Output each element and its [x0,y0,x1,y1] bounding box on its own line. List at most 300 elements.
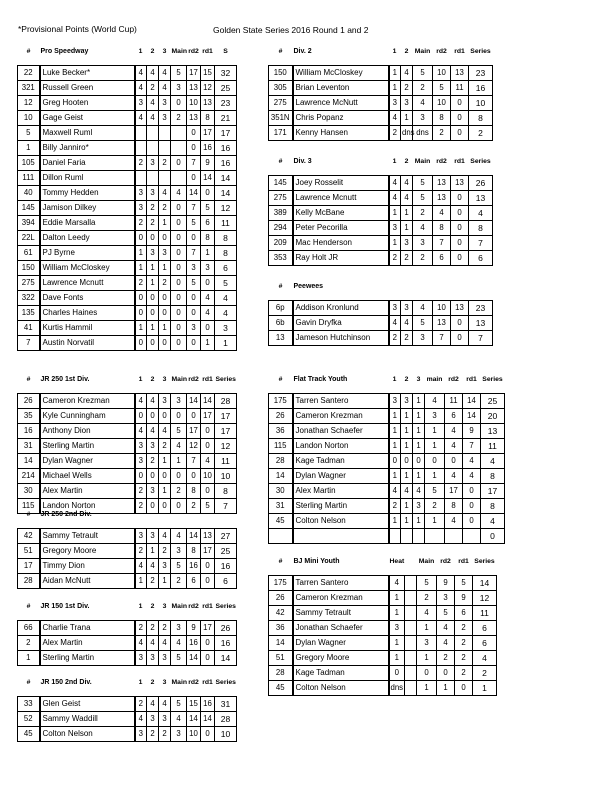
rider-name: Jonathan Schaefer [293,621,389,636]
column-header: Series [215,376,236,383]
table-row [269,126,493,141]
points-cell: 0 [147,291,159,306]
division-title: JR 250 1st Div. [40,376,90,383]
rider-name: Brian Leventon [293,81,389,96]
rider-name: Michael Wells [40,469,135,484]
table-row [269,439,505,454]
points-cell: 2 [135,621,147,636]
points-cell: 17 [201,621,215,636]
points-cell: 0 [417,666,437,681]
points-cell [135,171,147,186]
points-cell: 8 [433,221,451,236]
points-cell: 3 [417,636,437,651]
table-row [18,439,237,454]
series-points: 12 [215,201,237,216]
points-cell: 0 [159,231,171,246]
points-cell: 2 [389,251,401,266]
points-cell: 4 [425,394,445,409]
column-header: 2 [150,603,155,610]
points-cell: 1 [401,424,413,439]
points-cell: 4 [201,306,215,321]
points-cell: 6 [201,216,215,231]
table-header [269,45,493,59]
rider-number: 171 [269,126,293,141]
rider-number: 30 [18,484,40,499]
points-cell: 13 [187,111,201,126]
rider-number: 175 [269,576,293,591]
rider-name: Tarren Santero [293,576,389,591]
points-cell [405,621,417,636]
points-cell: 4 [171,529,187,544]
rider-name: Tarren Santero [293,394,389,409]
points-cell: 8 [445,499,463,514]
table-header [269,555,497,569]
series-points: 4 [481,514,505,529]
points-cell: 1 [425,439,445,454]
rider-name: Dillon Ruml [40,171,135,186]
points-cell: 4 [463,469,481,484]
points-cell: 5 [455,576,473,591]
rider-number: 16 [18,424,40,439]
points-cell: 4 [389,316,401,331]
rider-name: Glen Geist [40,697,135,712]
points-cell: 4 [445,514,463,529]
points-cell: 1 [401,439,413,454]
table-row [269,621,497,636]
points-cell: 1 [159,321,171,336]
points-cell [405,636,417,651]
rider-number: 214 [18,469,40,484]
rider-name: Gavin Dryfka [293,316,389,331]
points-cell: 2 [147,201,159,216]
rider-name: Kenny Hansen [293,126,389,141]
column-header: rd1 [202,603,213,610]
points-cell: 8 [433,111,451,126]
rider-number: 150 [269,66,293,81]
points-cell: 2 [147,216,159,231]
points-cell: 1 [425,424,445,439]
points-cell: 4 [147,111,159,126]
points-cell: 1 [401,469,413,484]
column-header [135,508,147,522]
series-points: 14 [215,171,237,186]
table-row [18,651,237,666]
series-points: 27 [215,529,237,544]
points-cell: 6 [455,606,473,621]
points-cell: 4 [437,636,455,651]
rider-name: Joey Rosselit [293,176,389,191]
table-row [18,141,237,156]
points-cell: 14 [463,409,481,424]
rider-number: 36 [269,424,293,439]
rider-name: Gregory Moore [40,544,135,559]
rider-number: 6p [269,301,293,316]
points-cell: 10 [187,727,201,742]
points-cell: 0 [171,291,187,306]
points-cell: 5 [413,191,433,206]
series-points: 11 [215,216,237,231]
points-cell: 3 [135,651,147,666]
points-cell: 0 [135,469,147,484]
points-cell: 3 [187,261,201,276]
series-points: 6 [469,251,493,266]
points-cell: 0 [451,221,469,236]
table-jr150-2nd [17,676,237,742]
table-row [18,636,237,651]
series-points: 10 [469,96,493,111]
points-cell: 2 [159,727,171,742]
column-header: S [223,48,228,55]
column-header: # [278,48,283,55]
points-cell: 4 [135,81,147,96]
series-points: 1 [215,336,237,351]
rider-name: Lawrence McNutt [293,96,389,111]
column-header: 2 [150,679,155,686]
points-cell: 0 [135,231,147,246]
table-header [269,280,493,294]
points-cell: 0 [171,216,187,231]
points-cell: 2 [389,126,401,141]
rider-number: 275 [269,96,293,111]
table-row [269,66,493,81]
rider-name: Sammy Tetrault [293,606,389,621]
points-cell: 1 [401,514,413,529]
points-cell: 0 [147,409,159,424]
points-cell: 3 [147,651,159,666]
points-cell: dns [413,126,433,141]
column-header: rd2 [436,158,447,165]
table-row [18,621,237,636]
points-cell: 1 [389,591,405,606]
series-points: 12 [473,591,497,606]
series-points: 28 [215,394,237,409]
rider-number: 275 [18,276,40,291]
points-cell [159,126,171,141]
points-cell: 4 [135,111,147,126]
table-header [18,45,237,59]
points-cell: 3 [171,621,187,636]
series-points: 8 [215,231,237,246]
rider-number: 1 [18,651,40,666]
points-cell: 0 [463,514,481,529]
points-cell: 0 [135,336,147,351]
rider-number: 31 [18,439,40,454]
points-cell: 13 [433,191,451,206]
points-cell: 1 [401,409,413,424]
points-cell: 4 [437,621,455,636]
rider-number: 135 [18,306,40,321]
points-cell: 2 [413,81,433,96]
points-cell: 1 [401,221,413,236]
points-cell: 2 [159,544,171,559]
table-row [269,469,505,484]
series-points: 4 [215,291,237,306]
rider-name: Sammy Waddill [40,712,135,727]
points-cell [147,126,159,141]
column-header: 3 [162,603,167,610]
rider-name: William McCloskey [40,261,135,276]
series-points: 6 [215,574,237,589]
column-header: Main [171,679,187,686]
rider-name: Landon Norton [40,499,135,514]
table-row [269,651,497,666]
points-cell: 14 [201,712,215,727]
series-points: 0 [481,529,505,544]
points-cell: 2 [401,331,413,346]
points-cell: 9 [437,576,455,591]
points-cell [425,529,445,544]
column-header: Main [171,48,187,55]
table-row [269,681,497,696]
points-cell: 0 [425,454,445,469]
points-cell: 12 [201,81,215,96]
points-cell: 3 [147,156,159,171]
table-pro-speedway [17,45,237,351]
points-cell: 14 [187,529,201,544]
rider-number: 45 [269,514,293,529]
rider-number: 275 [269,191,293,206]
points-cell: 12 [187,439,201,454]
column-header: Main [418,558,435,565]
series-points: 6 [215,261,237,276]
points-cell: 1 [413,514,425,529]
points-cell: 3 [135,529,147,544]
points-cell: 3 [389,394,401,409]
points-cell: 1 [389,206,401,221]
series-points: 16 [215,156,237,171]
points-cell: 2 [135,544,147,559]
series-points: 10 [215,727,237,742]
points-cell: 2 [147,727,159,742]
points-cell: 0 [451,236,469,251]
table-row [269,636,497,651]
points-cell: 13 [201,529,215,544]
points-cell: 7 [187,201,201,216]
rider-name: Dalton Leedy [40,231,135,246]
column-header [171,508,187,522]
table-row [269,81,493,96]
series-points: 13 [469,316,493,331]
points-cell: 1 [413,439,425,454]
points-cell: 7 [187,156,201,171]
rider-number: 52 [18,712,40,727]
points-cell: 1 [171,454,187,469]
series-points: 4 [473,651,497,666]
rider-number: 105 [18,156,40,171]
rider-number: 17 [18,559,40,574]
points-cell: 8 [187,484,201,499]
points-cell: 4 [389,484,401,499]
points-cell: 5 [171,424,187,439]
rider-name: Cameron Krezman [293,591,389,606]
table-div2 [268,45,493,141]
points-cell: 1 [135,246,147,261]
rider-name: Dave Fonts [40,291,135,306]
points-cell: 16 [201,141,215,156]
column-header: main [426,376,443,383]
series-points: 26 [469,176,493,191]
points-cell: 15 [187,697,201,712]
points-cell: 0 [147,306,159,321]
points-cell: 4 [147,66,159,81]
points-cell: 5 [413,316,433,331]
points-cell: 0 [201,727,215,742]
points-cell: 3 [159,559,171,574]
division-title: BJ Mini Youth [293,558,340,565]
points-cell: 5 [171,559,187,574]
points-cell: 3 [159,246,171,261]
column-header [147,508,159,522]
rider-name: Austin Norvatil [40,336,135,351]
column-header: # [26,603,31,610]
points-cell: 0 [187,171,201,186]
points-cell: 2 [455,636,473,651]
points-cell: 4 [417,606,437,621]
points-cell: 0 [171,409,187,424]
points-cell: 1 [201,336,215,351]
table-row [269,236,493,251]
points-cell: 4 [401,316,413,331]
rider-name: Gage Geist [40,111,135,126]
points-cell: 0 [171,306,187,321]
division-title: Peewees [293,283,324,290]
points-cell: 4 [135,394,147,409]
column-header: 1 [392,158,397,165]
points-cell: 1 [417,681,437,696]
column-header [401,280,413,294]
table-row [18,126,237,141]
points-cell: 4 [171,712,187,727]
rider-name: Mac Henderson [293,236,389,251]
division-title: Div. 2 [293,48,312,55]
points-cell: 0 [187,409,201,424]
points-cell: 1 [159,574,171,589]
table-header [18,373,237,387]
points-cell: 2 [135,156,147,171]
rider-number: 7 [18,336,40,351]
series-points: 6 [473,621,497,636]
table-row [18,574,237,589]
column-header: rd1 [202,376,213,383]
rider-name: Colton Nelson [293,514,389,529]
division-title: Pro Speedway [40,48,89,55]
table-row [18,66,237,81]
points-cell: 2 [135,499,147,514]
points-cell: 17 [201,544,215,559]
points-cell: 1 [389,514,401,529]
column-header [389,280,401,294]
table-row [269,514,505,529]
column-header: 2 [150,376,155,383]
points-cell: 1 [425,469,445,484]
points-cell: 4 [147,636,159,651]
series-points: 10 [215,469,237,484]
points-cell: 7 [433,236,451,251]
series-points: 12 [215,439,237,454]
rider-number: 45 [18,727,40,742]
rider-number: 26 [18,394,40,409]
points-cell: 0 [463,499,481,514]
points-cell: 2 [171,574,187,589]
rider-name: Kage Tadman [293,666,389,681]
rider-number: 42 [18,529,40,544]
rider-name: PJ Byrne [40,246,135,261]
points-cell: 5 [417,576,437,591]
points-cell: 0 [171,246,187,261]
table-row [269,206,493,221]
table-row [18,306,237,321]
series-points: 32 [215,66,237,81]
series-points: 14 [215,651,237,666]
rider-number: 5 [18,126,40,141]
rider-name: Aidan McNutt [40,574,135,589]
column-header: # [278,283,283,290]
points-cell: 17 [445,484,463,499]
rider-number: 351N [269,111,293,126]
points-cell: 3 [413,111,433,126]
points-cell: 0 [201,424,215,439]
series-points: 17 [215,126,237,141]
table-row [18,559,237,574]
table-row [269,316,493,331]
points-cell: 1 [389,469,401,484]
rider-name: Jonathan Schaefer [293,424,389,439]
series-points: 4 [215,306,237,321]
points-cell: 2 [147,621,159,636]
points-cell [405,591,417,606]
points-cell: 3 [159,651,171,666]
points-cell: 0 [171,321,187,336]
table-header [18,508,237,522]
table-jr250-1st [17,373,237,514]
table-row [18,697,237,712]
points-cell: 4 [171,439,187,454]
points-cell: 5 [171,66,187,81]
rider-name: Ray Holt JR [293,251,389,266]
table-row [269,96,493,111]
series-points: 13 [469,191,493,206]
rider-name: Chris Popanz [293,111,389,126]
points-cell: 0 [451,96,469,111]
points-cell: 1 [401,206,413,221]
points-cell: 11 [451,81,469,96]
points-cell: 4 [147,559,159,574]
points-cell: 13 [433,316,451,331]
points-cell: 3 [437,591,455,606]
rider-number: 51 [18,544,40,559]
points-cell: 14 [187,712,201,727]
rider-name: Alex Martin [293,484,389,499]
column-header: rd2 [188,603,199,610]
table-peewees [268,280,493,346]
points-cell: 1 [401,111,413,126]
column-header: rd2 [188,679,199,686]
points-cell: 4 [171,636,187,651]
points-cell [147,141,159,156]
points-cell: 3 [147,712,159,727]
points-cell: 2 [159,201,171,216]
points-cell: 0 [389,454,401,469]
column-header: rd1 [458,558,469,565]
points-cell: 0 [201,636,215,651]
points-cell: 3 [401,96,413,111]
points-cell: 6 [433,251,451,266]
rider-name: Russell Green [40,81,135,96]
points-cell: 2 [135,216,147,231]
points-cell: 13 [201,96,215,111]
table-row [269,606,497,621]
column-header: rd1 [202,48,213,55]
